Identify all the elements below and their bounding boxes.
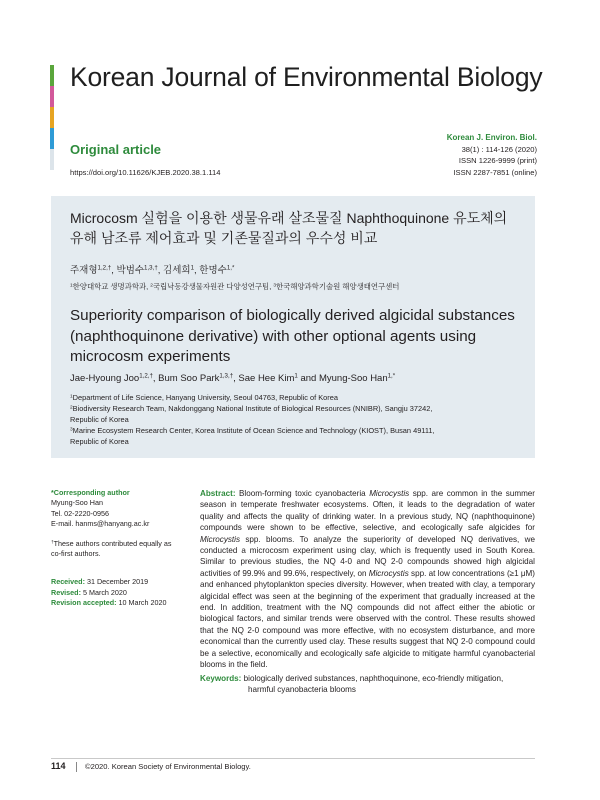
article-type: Original article: [70, 142, 162, 157]
author-sep: ,: [194, 265, 200, 276]
page-number: 114: [51, 761, 66, 771]
issn-print: ISSN 1226-9999 (print): [458, 156, 537, 166]
journal-color-bar: [50, 65, 54, 170]
affil-text-cont: Republic of Korea: [70, 415, 129, 424]
footer-divider: [51, 758, 535, 759]
color-bar-segment: [50, 86, 54, 107]
abstract-text: Bloom-forming toxic cyanobacteria: [235, 489, 370, 498]
affil-sup: 2: [150, 283, 153, 289]
author-sep: ,: [157, 265, 164, 276]
affil-sup: 3: [273, 283, 276, 289]
author-sup: 1,*: [387, 372, 396, 380]
affil-text: 한양대학교 생명과학과,: [72, 282, 151, 291]
footer-separator: [76, 762, 77, 772]
english-authors: [70, 373, 395, 384]
affil-sup: 3: [70, 427, 73, 433]
volume-issue-pages: 38(1) : 114-126 (2020): [461, 144, 537, 154]
received-date: [51, 577, 191, 587]
issn-online: ISSN 2287-7851 (online): [453, 167, 537, 177]
article-info-sidebar: [51, 488, 191, 609]
english-title-line: microcosm experiments: [70, 348, 231, 365]
color-bar-segment: [50, 65, 54, 86]
corresponding-email[interactable]: E-mail. hanms@hanyang.ac.kr: [51, 519, 150, 529]
revised-label: Revised:: [51, 587, 81, 597]
author-sep: ,: [111, 265, 117, 276]
english-title-line: (naphthoquinone derivative) with other optional agents using: [70, 327, 477, 345]
received-value: 31 December 2019: [84, 577, 149, 587]
revised-date: [51, 588, 191, 598]
color-bar-segment: [50, 107, 54, 128]
cofirst-note: [51, 539, 191, 549]
corresponding-label: *Corresponding author: [51, 488, 130, 497]
korean-authors: [70, 262, 234, 276]
affiliation: [70, 392, 530, 403]
korean-title-line: 유해 남조류 제어효과 및 기존물질과의 우수성 비교: [70, 230, 378, 246]
affil-sup: 1: [70, 394, 73, 400]
korean-affiliations: [70, 281, 399, 292]
author-sup: 1: [190, 264, 194, 272]
author-sup: 1,3,†: [219, 372, 234, 380]
author-sup: 1,2,†: [97, 264, 112, 272]
korean-title: [70, 208, 530, 248]
author-sup: 1,*: [226, 264, 235, 272]
affil-sup: 1: [70, 283, 73, 289]
affiliation: [70, 403, 530, 425]
cofirst-text: These authors contributed equally as: [53, 538, 172, 548]
affil-text: Biodiversity Research Team, Nakdonggang National Institute of Biological Resources (NNIBR), Sangju 37242,: [72, 404, 433, 413]
author-sup: 1: [294, 372, 298, 380]
author-name: Jae-Hyoung Joo: [70, 373, 140, 384]
doi-link[interactable]: https://doi.org/10.11626/KJEB.2020.38.1.114: [70, 168, 221, 177]
author-sup: 1,2,†: [139, 372, 153, 380]
author-name: Myung-Soo Han: [318, 373, 388, 384]
author-name: 한명수: [199, 265, 227, 276]
author-sep: ,: [233, 373, 239, 384]
keywords: [200, 673, 535, 696]
abstract-text: spp. are common in the summer season in temperate freshwater ecosystems. Often, it leads to the degradation of water quality and affects the quality of drinking water. In a previous study, NQ (naphthoquinone) compounds were shown to be effective, selective, and ecologically safe algicides for: [200, 489, 536, 533]
author-name: 박범수: [116, 265, 145, 276]
affiliation: [70, 425, 530, 447]
author-name: 주재형: [70, 265, 98, 276]
citation-block: [447, 132, 537, 178]
abstract: [200, 488, 535, 671]
dagger-mark: †: [51, 539, 54, 545]
affil-text: 국립낙동강생물자원관 다양성연구팀,: [152, 282, 274, 291]
abstract-italic: Microcystis: [200, 534, 241, 544]
accepted-value: 10 March 2020: [116, 598, 167, 608]
korean-title-line: Microcosm 실험을 이용한 생물유래 살조물질 Naphthoquinone 유도체의: [70, 210, 508, 226]
revised-value: 5 March 2020: [80, 587, 127, 597]
author-name: Sae Hee Kim: [238, 373, 295, 384]
keywords-label: Keywords:: [200, 674, 242, 683]
english-title: [70, 306, 530, 368]
keywords-text: biologically derived substances, naphthoquinone, eco-friendly mitigation,: [241, 674, 504, 683]
cofirst-note-cont: co-first authors.: [51, 549, 101, 559]
abstract-label: Abstract:: [200, 489, 236, 498]
received-label: Received:: [51, 577, 85, 587]
author-sep: and: [297, 373, 319, 384]
abstract-text: spp. at low concentrations (≥1 μM) and enhanced phytoplankton species diversity. However, when treated with clay, a temporary algicidal effect was seen at the beginning of the experiment that gradually increased at the end. In addition, treatment with the NQ compounds did not affect either the abiotic or biological factors, and similar trends were observed with the control. These results showed that the NQ 2-0 compound was more effective, with no ecosystem disturbance, and more economical than the currently used clay. These results suggest that NQ 2-0 compound could be a selective, economically and ecologically safe algicide to mitigate harmful cyanobacterial blooms in the field.: [200, 568, 535, 670]
copyright: ©2020. Korean Society of Environmental Biology.: [85, 762, 251, 771]
journal-title: Korean Journal of Environmental Biology: [70, 62, 543, 92]
corresponding-name: Myung-Soo Han: [51, 498, 103, 508]
english-affiliations: [70, 392, 530, 447]
author-sep: ,: [152, 373, 159, 384]
abstract-italic: Microcystis: [368, 568, 409, 578]
accepted-date: [51, 598, 191, 608]
author-sup: 1,3,†: [144, 264, 158, 272]
english-title-line: Superiority comparison of biologically derived algicidal substances: [70, 307, 515, 324]
affil-text: Department of Life Science, Hanyang University, Seoul 04763, Republic of Korea: [72, 393, 338, 402]
color-bar-segment: [50, 149, 54, 170]
corresponding-tel: Tel. 02-2220-0956: [51, 508, 109, 518]
journal-abbreviation: Korean J. Environ. Biol.: [446, 133, 537, 142]
author-name: Bum Soo Park: [158, 373, 220, 384]
keywords-text-cont: harmful cyanobacteria blooms: [248, 685, 356, 695]
abstract-text: spp. blooms. To analyze the superiority of developed NQ derivatives, we conducted a microcosm experiment using clay, which is frequently used in South Korea. Similar to previous studies, the NQ 4-0 and NQ 2-0 compounds showed high algicidal activities of 99.9% and 99.6%, respectively, on: [200, 534, 535, 578]
affil-text-cont: Republic of Korea: [70, 437, 129, 446]
affil-text: 한국해양과학기술원 해양생태연구센터: [275, 282, 400, 291]
affil-sup: 2: [70, 405, 73, 411]
author-name: 김세희: [163, 265, 191, 276]
color-bar-segment: [50, 128, 54, 149]
accepted-label: Revision accepted:: [51, 598, 117, 608]
affil-text: Marine Ecosystem Research Center, Korea Institute of Ocean Science and Technology (KIOST), Busan 49111,: [72, 426, 435, 435]
abstract-italic: Microcystis: [369, 489, 410, 498]
